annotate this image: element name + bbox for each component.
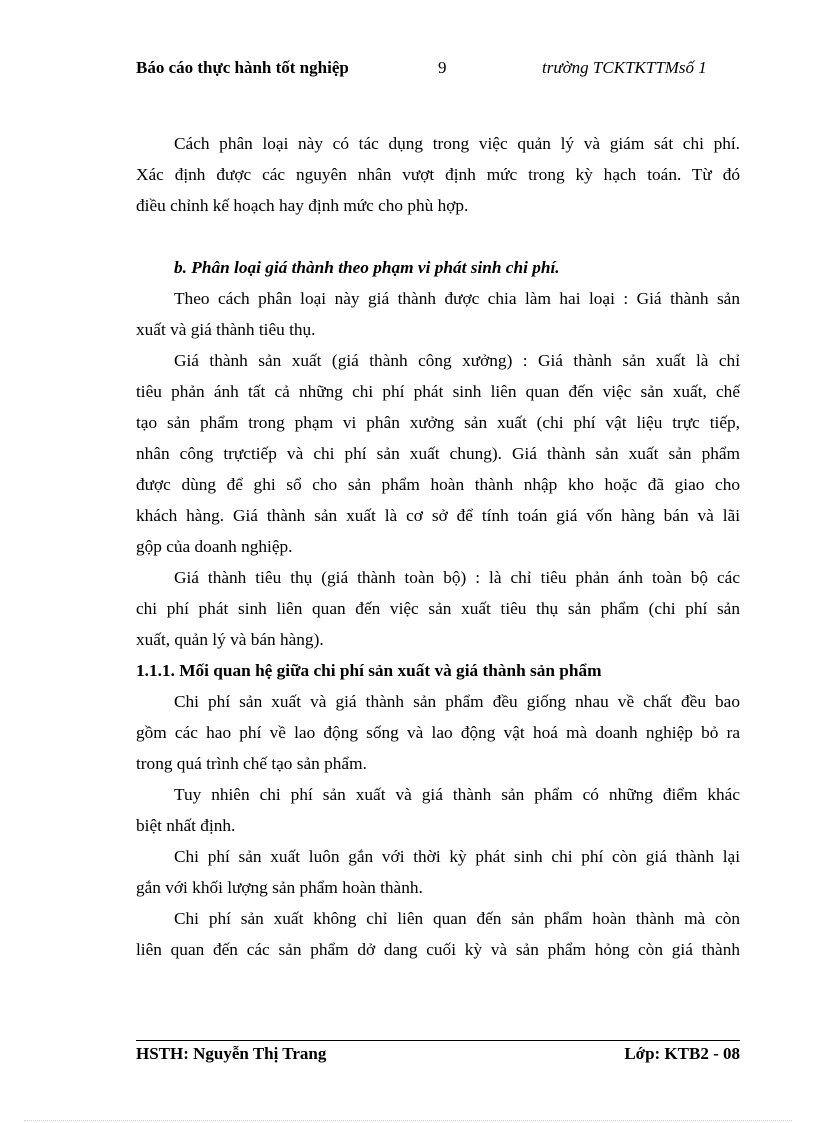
header-page-number: 9 [438,58,447,77]
header-title: Báo cáo thực hành tốt nghiệp [136,58,349,77]
text-line: tiêu phản ánh tất cả những chi phí phát sinh liên quan đến việc sản xuất, chế [136,382,740,401]
paragraph-7 [136,841,740,903]
paragraph-1 [136,128,740,221]
text-line: Chi phí sản xuất không chỉ liên quan đến sản phẩm hoàn thành mà còn [174,909,740,928]
section-heading-1-1-1: 1.1.1. Mối quan hệ giữa chi phí sản xuất và giá thành sản phẩm [136,661,602,680]
paragraph-4 [136,562,740,655]
text-line: Giá thành tiêu thụ (giá thành toàn bộ) : là chỉ tiêu phản ánh toàn bộ các [174,568,740,587]
spacer [136,221,740,252]
text-line: chi phí phát sinh liên quan đến việc sản xuất tiêu thụ sản phẩm (chi phí sản [136,599,740,618]
page-header [136,58,756,84]
text-line: gắn với khối lượng sản phẩm hoàn thành. [136,878,423,897]
header-school: trường TCKTKTTMsố 1 [542,58,707,77]
footer-divider [136,1040,740,1041]
paragraph-3 [136,345,740,562]
text-line: gộp của doanh nghiệp. [136,537,293,556]
text-line: tạo sản phẩm trong phạm vi phân xưởng sản xuất (chi phí vật liệu trực tiếp, [136,413,740,432]
document-body [136,128,740,965]
text-line: Giá thành sản xuất (giá thành công xưởng) : Giá thành sản xuất là chỉ [174,351,740,370]
text-line: trong quá trình chế tạo sản phẩm. [136,754,367,773]
text-line: khách hàng. Giá thành sản xuất là cơ sở để tính toán giá vốn hàng bán và lãi [136,506,740,525]
paragraph-5 [136,686,740,779]
text-line: Tuy nhiên chi phí sản xuất và giá thành sản phẩm có những điểm khác [174,785,740,804]
section-heading-b: b. Phân loại giá thành theo phạm vi phát sinh chi phí. [174,258,560,277]
text-line: Chi phí sản xuất luôn gắn với thời kỳ phát sinh chi phí còn giá thành lại [174,847,740,866]
text-line: gồm các hao phí về lao động sống và lao động vật hoá mà doanh nghiệp bỏ ra [136,723,740,742]
text-line: được dùng để ghi sổ cho sản phẩm hoàn thành nhập kho hoặc đã giao cho [136,475,740,494]
text-line: điều chỉnh kế hoạch hay định mức cho phù hợp. [136,196,469,215]
text-line: Chi phí sản xuất và giá thành sản phẩm đều giống nhau về chất đều bao [174,692,740,711]
text-line: biệt nhất định. [136,816,236,835]
footer-class: Lớp: KTB2 - 08 [624,1044,740,1063]
text-line: nhân công trựctiếp và chi phí sản xuất chung). Giá thành sản xuất sản phẩm [136,444,740,463]
footer-student: HSTH: Nguyễn Thị Trang [136,1044,327,1063]
text-line: xuất và giá thành tiêu thụ. [136,320,316,339]
paragraph-6 [136,779,740,841]
page-bottom-edge [24,1120,792,1121]
paragraph-8 [136,903,740,965]
text-line: Theo cách phân loại này giá thành được chia làm hai loại : Giá thành sản [174,289,740,308]
text-line: Cách phân loại này có tác dụng trong việc quản lý và giám sát chi phí. [174,134,740,153]
text-line: Xác định được các nguyên nhân vượt định mức trong kỳ hạch toán. Từ đó [136,165,740,184]
paragraph-2 [136,283,740,345]
text-line: liên quan đến các sản phẩm dở dang cuối kỳ và sản phẩm hỏng còn giá thành [136,940,740,959]
text-line: xuất, quản lý và bán hàng). [136,630,324,649]
